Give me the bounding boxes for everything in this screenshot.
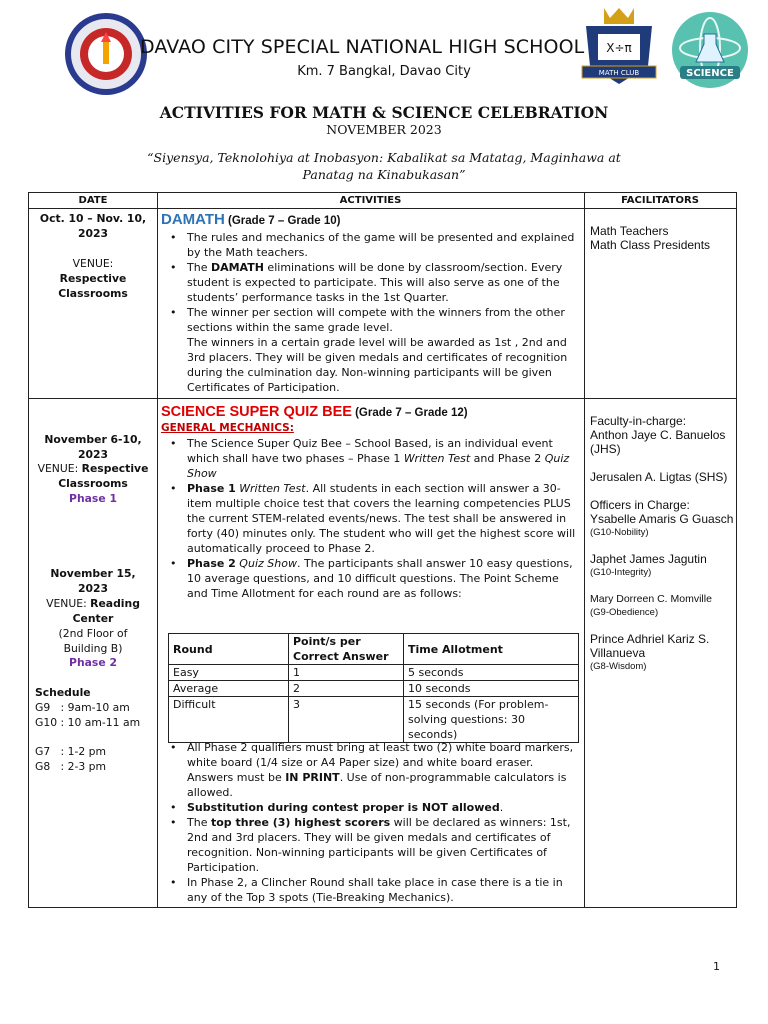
quiz-bullet-1: • The Science Super Quiz Bee – School Based, is an individual event which shall have two phases – Phase 1 Written Test and Phase 2 Quiz Show bbox=[187, 436, 579, 481]
damath-facilitator-1: Math Teachers bbox=[590, 224, 669, 238]
damath-bullet-2: • The DAMATH eliminations will be done by classroom/section. Every student is expected to participate. This will also serve as one of the students’ performance tasks in the 1st Quarter. bbox=[187, 260, 579, 305]
quiz-bee-grades: (Grade 7 – Grade 12) bbox=[355, 407, 468, 419]
officer-1-section: (G10-Nobility) bbox=[590, 527, 649, 538]
page-title: ACTIVITIES FOR MATH & SCIENCE CELEBRATION bbox=[159, 103, 609, 122]
faculty-1: Anthon Jaye C. Banuelos (JHS) bbox=[590, 428, 726, 456]
officer-4-section: (G8-Wisdom) bbox=[590, 661, 647, 672]
quiz-phase2-venue: VENUE: Reading Center bbox=[46, 597, 140, 625]
damath-venue: Respective Classrooms bbox=[58, 272, 128, 300]
table-row: Average 2 10 seconds bbox=[169, 681, 579, 697]
header-facilitators: FACILITATORS bbox=[621, 195, 699, 206]
table-row: Easy 1 5 seconds bbox=[169, 665, 579, 681]
damath-facilitator-2: Math Class Presidents bbox=[590, 238, 711, 252]
activities-table bbox=[28, 192, 737, 908]
header-activities: ACTIVITIES bbox=[339, 195, 402, 206]
quiz-phase1-date: November 6-10, 2023 bbox=[44, 433, 142, 461]
officer-1-name: Ysabelle Amaris G Guasch bbox=[590, 512, 734, 526]
faculty-label: Faculty-in-charge: bbox=[590, 414, 687, 428]
quiz-phase1-venue: VENUE: Respective Classrooms bbox=[37, 462, 149, 490]
page-number: 1 bbox=[713, 960, 720, 973]
school-name: DAVAO CITY SPECIAL NATIONAL HIGH SCHOOL bbox=[140, 36, 585, 58]
math-club-logo-text: MATH CLUB bbox=[598, 69, 640, 77]
damath-grades: (Grade 7 – Grade 10) bbox=[228, 215, 341, 227]
schedule-g10: G10 : 10 am-11 am bbox=[35, 716, 141, 729]
quiz-phase2-date: November 15, 2023 bbox=[50, 567, 136, 595]
officer-2-section: (G10-Integrity) bbox=[590, 567, 652, 578]
celebration-theme bbox=[130, 149, 638, 183]
quiz-bullet-5: • Substitution during contest proper is NOT allowed. bbox=[187, 800, 579, 815]
damath-date: Oct. 10 – Nov. 10, 2023 bbox=[39, 212, 147, 240]
schedule-label: Schedule bbox=[35, 686, 91, 699]
theme-line-1: “Siyensya, Teknolohiya at Inobasyon: Kabalikat sa Matatag, Maginhawa at bbox=[147, 150, 621, 165]
quiz-bullet-4: • All Phase 2 qualifiers must bring at least two (2) white board markers, white board (1/4 size or A4 Paper size) and white board eraser. Answers must be IN PRINT. Use of non-programmable calculators is allowed. bbox=[187, 740, 579, 800]
quiz-phase2-location: (2nd Floor of Building B) bbox=[58, 627, 128, 655]
theme-line-2: Panatag na Kinabukasan” bbox=[302, 167, 466, 182]
table-row: Difficult 3 15 seconds (For problem-solving questions: 30 seconds) bbox=[169, 697, 579, 743]
damath-activity bbox=[161, 212, 579, 395]
damath-bullet-3: • The winner per section will compete with the winners from the other sections within the same grade level. The winners in a certain grade level will be awarded as 1st , 2nd and 3rd placers. They will be given medals and certificates of recognition during the culmination day. Non-winning participants will be given Certificates of Participation. bbox=[187, 305, 579, 395]
quiz-bee-activity bbox=[161, 405, 579, 601]
quiz-bullet-6: • The top three (3) highest scorers will be declared as winners: 1st, 2nd and 3rd placers. They will be given medals and certificates of recognition. Non-winning participants will be given Certificates of Participation. bbox=[187, 815, 579, 875]
point-scheme-table bbox=[168, 633, 579, 743]
schedule-g8: G8 : 2-3 pm bbox=[35, 760, 107, 773]
damath-facilitators bbox=[590, 224, 736, 252]
damath-venue-label: VENUE: bbox=[72, 257, 114, 270]
science-club-logo-text: SCIENCE bbox=[686, 68, 734, 79]
damath-bullet-1: • The rules and mechanics of the game will be presented and explained by the Math teachers. bbox=[187, 230, 579, 260]
quiz-bee-title: SCIENCE SUPER QUIZ BEE bbox=[161, 404, 352, 420]
quiz-phase2-label: Phase 2 bbox=[69, 656, 117, 669]
quiz-bullet-3: • Phase 2 Quiz Show. The participants shall answer 10 easy questions, 10 average questions, and 10 difficult questions. The Point Scheme and Time Allotment for each round are as follows: bbox=[187, 556, 579, 601]
quiz-facilitators bbox=[590, 414, 736, 674]
quiz-bullet-7: • In Phase 2, a Clincher Round shall take place in case there is a tie in any of the Top 3 spots (Tie-Breaking Mechanics). bbox=[187, 875, 579, 905]
point-table-header-round: Round bbox=[169, 634, 289, 665]
header-date: DATE bbox=[78, 195, 108, 206]
officers-label: Officers in Charge: bbox=[590, 498, 690, 512]
officer-2-name: Japhet James Jagutin bbox=[590, 552, 707, 566]
page-month: NOVEMBER 2023 bbox=[326, 122, 442, 137]
svg-text:X÷π: X÷π bbox=[606, 41, 632, 55]
quiz-bee-rules bbox=[161, 740, 579, 905]
point-table-header-points: Point/s per Correct Answer bbox=[289, 634, 404, 665]
damath-title: DAMATH bbox=[161, 211, 225, 228]
school-seal-logo bbox=[64, 12, 148, 96]
quiz-bullet-2: • Phase 1 Written Test. All students in each section will answer a 30-item multiple choice test that covers the learning competencies PLUS the current STEM-related events/news. The test shall be answered in forty (40) minutes only. The student who will get the highest score will automatically proceed to Phase 2. bbox=[187, 481, 579, 556]
general-mechanics-heading: GENERAL MECHANICS: bbox=[161, 422, 294, 434]
quiz-phase1-label: Phase 1 bbox=[69, 492, 117, 505]
schedule-g9: G9 : 9am-10 am bbox=[35, 701, 130, 714]
point-table-header-time: Time Allotment bbox=[404, 634, 579, 665]
officer-3-section: (G9-Obedience) bbox=[590, 607, 659, 618]
officer-4-name: Prince Adhriel Kariz S. Villanueva bbox=[590, 632, 710, 660]
schedule-g7: G7 : 1-2 pm bbox=[35, 745, 107, 758]
faculty-2: Jerusalen A. Ligtas (SHS) bbox=[590, 470, 728, 484]
school-address: Km. 7 Bangkal, Davao City bbox=[297, 64, 471, 79]
officer-3-name: Mary Dorreen C. Momville bbox=[590, 593, 712, 605]
